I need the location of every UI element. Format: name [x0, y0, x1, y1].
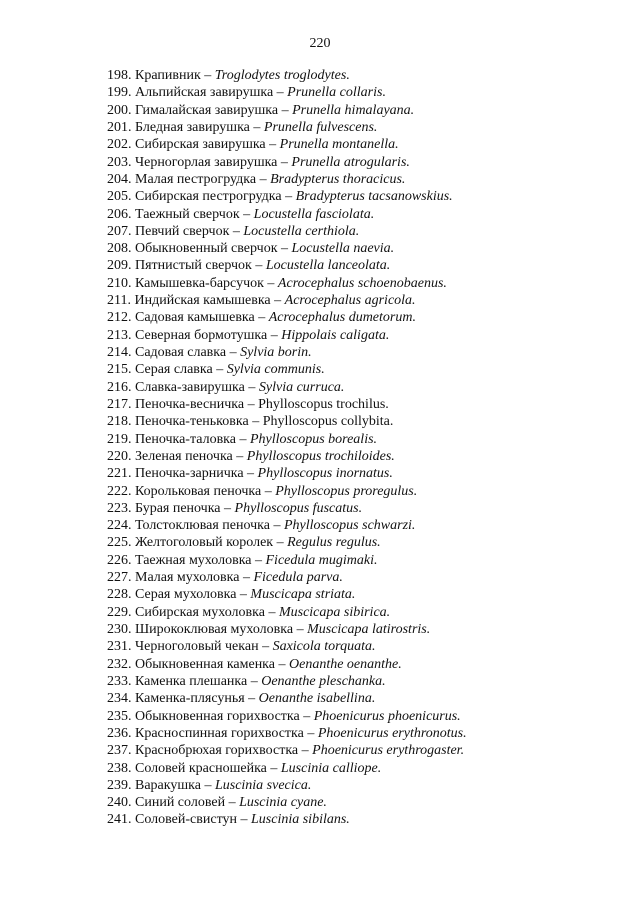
separator-dash: – — [244, 691, 259, 707]
species-entry — [107, 586, 467, 603]
species-entry — [107, 344, 467, 361]
russian-name: Сибирская пестрогрудка — [135, 189, 282, 205]
russian-name: Пеночка-теньковка — [135, 414, 249, 430]
separator-dash: – — [244, 396, 259, 412]
latin-name: Luscinia svecica. — [214, 777, 312, 793]
latin-name: Prunella fulvescens. — [263, 119, 378, 135]
separator-dash: – — [229, 223, 244, 239]
latin-name: Phylloscopus trochilus. — [258, 396, 389, 412]
latin-name: Sylvia borin. — [240, 345, 312, 360]
separator-dash: – — [236, 587, 251, 603]
separator-dash: – — [254, 310, 269, 326]
latin-name: Acrocephalus dumetorum. — [268, 310, 416, 326]
separator-dash: – — [299, 708, 314, 724]
entry-number: 202. — [107, 137, 132, 153]
species-entry — [107, 119, 467, 136]
separator-dash: – — [270, 293, 285, 309]
species-entry — [107, 257, 467, 274]
latin-name: Bradypterus tacsanowskius. — [295, 189, 453, 205]
species-entry — [107, 656, 467, 673]
russian-name: Краснобрюхая горихвостка — [135, 743, 299, 759]
species-entry — [107, 309, 467, 326]
russian-name: Бледная завирушка — [135, 119, 250, 135]
latin-name: Locustella certhiola. — [243, 223, 360, 239]
entry-number: 199. — [107, 85, 132, 101]
entry-number: 222. — [107, 483, 132, 499]
species-entry — [107, 154, 467, 171]
latin-name: Phoenicurus erythrogaster. — [312, 743, 465, 759]
latin-name: Hippolais caligata. — [281, 327, 390, 343]
latin-name: Phylloscopus fuscatus. — [234, 500, 363, 516]
russian-name: Индийская камышевка — [134, 293, 271, 309]
latin-name: Locustella fasciolata. — [253, 206, 375, 222]
russian-name: Бурая пеночка — [135, 500, 221, 516]
species-entry — [107, 361, 467, 378]
separator-dash: – — [239, 206, 254, 222]
entry-number: 212. — [107, 310, 132, 326]
species-entry — [107, 552, 467, 569]
species-entry — [107, 811, 467, 828]
separator-dash: – — [200, 68, 215, 83]
entry-number: 235. — [107, 708, 132, 724]
russian-name: Садовая славка — [135, 345, 227, 360]
species-entry — [107, 794, 467, 811]
entry-number: 201. — [107, 119, 132, 135]
latin-name: Ficedula mugimaki. — [265, 552, 378, 568]
latin-name: Prunella montanella. — [279, 137, 399, 153]
species-entry — [107, 500, 467, 517]
entry-number: 211. — [107, 293, 131, 309]
species-entry — [107, 777, 467, 794]
russian-name: Варакушка — [135, 777, 201, 793]
separator-dash: – — [247, 673, 262, 689]
latin-name: Luscinia calliope. — [280, 760, 382, 776]
separator-dash: – — [200, 777, 215, 793]
separator-dash: – — [212, 362, 227, 378]
separator-dash: – — [243, 466, 258, 482]
separator-dash: – — [265, 137, 280, 153]
latin-name: Phoenicurus phoenicurus. — [313, 708, 461, 724]
separator-dash: – — [239, 570, 254, 586]
species-entry — [107, 396, 467, 413]
russian-name: Гималайская завирушка — [135, 102, 279, 118]
russian-name: Альпийская завирушка — [135, 85, 274, 101]
russian-name: Черноголовый чекан — [135, 639, 259, 655]
latin-name: Phylloscopus collybita. — [262, 414, 394, 430]
latin-name: Prunella atrogularis. — [291, 154, 410, 170]
species-entry — [107, 534, 467, 551]
species-entry — [107, 206, 467, 223]
entry-number: 213. — [107, 327, 132, 343]
russian-name: Славка-завирушка — [135, 379, 245, 395]
latin-name: Oenanthe pleschanka. — [261, 673, 386, 689]
entry-number: 219. — [107, 431, 132, 447]
separator-dash: – — [263, 275, 278, 291]
russian-name: Пятнистый сверчок — [135, 258, 252, 274]
separator-dash: – — [225, 795, 240, 811]
entry-number: 215. — [107, 362, 132, 378]
separator-dash: – — [275, 656, 289, 672]
separator-dash: – — [277, 241, 292, 257]
russian-name: Сибирская завирушка — [135, 137, 266, 153]
latin-name: Prunella collaris. — [287, 85, 386, 101]
russian-name: Садовая камышевка — [135, 310, 255, 326]
entry-number: 220. — [107, 448, 132, 464]
entry-number: 204. — [107, 171, 132, 187]
separator-dash: – — [277, 154, 292, 170]
latin-name: Troglodytes troglodytes. — [214, 68, 350, 83]
species-entry — [107, 621, 467, 638]
entry-number: 218. — [107, 414, 132, 430]
russian-name: Каменка-плясунья — [135, 691, 245, 707]
russian-name: Пеночка-таловка — [135, 431, 236, 447]
separator-dash: – — [244, 379, 259, 395]
separator-dash: – — [249, 119, 264, 135]
entry-number: 208. — [107, 241, 132, 257]
entry-number: 221. — [107, 466, 132, 482]
separator-dash: – — [273, 85, 288, 101]
latin-name: Phylloscopus inornatus. — [257, 466, 393, 482]
separator-dash: – — [293, 622, 308, 637]
latin-name: Sylvia communis. — [226, 362, 325, 378]
species-entry — [107, 67, 467, 84]
species-entry — [107, 188, 467, 205]
entry-number: 205. — [107, 189, 132, 205]
species-entry — [107, 673, 467, 690]
species-entry — [107, 690, 467, 707]
separator-dash: – — [267, 327, 282, 343]
species-entry — [107, 171, 467, 188]
separator-dash: – — [298, 743, 313, 759]
entry-number: 239. — [107, 777, 132, 793]
species-entry — [107, 292, 467, 309]
species-entry — [107, 760, 467, 777]
species-entry — [107, 465, 467, 482]
separator-dash: – — [220, 500, 235, 516]
latin-name: Locustella lanceolata. — [265, 258, 391, 274]
latin-name: Acrocephalus agricola. — [284, 293, 416, 309]
species-entry — [107, 483, 467, 500]
entry-number: 237. — [107, 743, 132, 759]
russian-name: Малая мухоловка — [135, 570, 240, 586]
species-entry — [107, 638, 467, 655]
separator-dash: – — [281, 189, 296, 205]
russian-name: Сибирская мухоловка — [135, 604, 265, 620]
latin-name: Muscicapa sibirica. — [278, 604, 391, 620]
separator-dash: – — [256, 171, 271, 187]
latin-name: Oenanthe oenanthe. — [289, 656, 402, 672]
entry-number: 210. — [107, 275, 132, 291]
species-entry — [107, 102, 467, 119]
species-entry — [107, 136, 467, 153]
latin-name: Sylvia curruca. — [258, 379, 345, 395]
russian-name: Корольковая пеночка — [135, 483, 262, 499]
separator-dash: – — [273, 535, 288, 551]
entry-number: 231. — [107, 639, 132, 655]
entry-number: 230. — [107, 622, 132, 637]
russian-name: Соловей красношейка — [135, 760, 267, 776]
russian-name: Ширококлювая мухоловка — [135, 622, 294, 637]
latin-name: Luscinia sibilans. — [251, 812, 350, 828]
russian-name: Обыкновенная каменка — [135, 656, 275, 672]
russian-name: Зеленая пеночка — [135, 448, 233, 464]
russian-name: Черногорлая завирушка — [135, 154, 278, 170]
latin-name: Muscicapa latirostris. — [307, 622, 431, 637]
russian-name: Серая славка — [135, 362, 213, 378]
separator-dash: – — [278, 102, 293, 118]
entry-number: 207. — [107, 223, 132, 239]
russian-name: Желтоголовый королек — [135, 535, 274, 551]
entry-number: 240. — [107, 795, 132, 811]
species-entry — [107, 327, 467, 344]
latin-name: Bradypterus thoracicus. — [270, 171, 406, 187]
russian-name: Серая мухоловка — [135, 587, 237, 603]
latin-name: Phylloscopus proregulus. — [275, 483, 418, 499]
species-entry — [107, 275, 467, 292]
latin-name: Prunella himalayana. — [292, 102, 415, 118]
entry-number: 217. — [107, 396, 132, 412]
latin-name: Oenanthe isabellina. — [258, 691, 376, 707]
latin-name: Muscicapa striata. — [250, 587, 356, 603]
russian-name: Камышевка-барсучок — [135, 275, 264, 291]
latin-name: Phylloscopus borealis. — [250, 431, 378, 447]
russian-name: Обыкновенная горихвостка — [135, 708, 300, 724]
separator-dash: – — [303, 725, 318, 741]
species-entry — [107, 742, 467, 759]
entry-number: 216. — [107, 379, 132, 395]
latin-name: Acrocephalus schoenobaenus. — [277, 275, 447, 291]
separator-dash: – — [237, 812, 251, 828]
entry-number: 200. — [107, 102, 132, 118]
russian-name: Обыкновенный сверчок — [135, 241, 278, 257]
entry-number: 232. — [107, 656, 132, 672]
russian-name: Певчий сверчок — [135, 223, 230, 239]
separator-dash: – — [236, 431, 250, 447]
species-entry — [107, 240, 467, 257]
latin-name: Regulus regulus. — [287, 535, 381, 551]
entry-number: 236. — [107, 725, 132, 741]
entry-number: 228. — [107, 587, 132, 603]
entry-number: 227. — [107, 570, 132, 586]
latin-name: Phylloscopus trochiloides. — [246, 448, 395, 464]
russian-name: Таежная мухоловка — [135, 552, 252, 568]
species-list — [107, 67, 467, 829]
separator-dash: – — [251, 552, 266, 568]
species-entry — [107, 569, 467, 586]
species-entry — [107, 431, 467, 448]
entry-number: 224. — [107, 518, 132, 534]
entry-number: 229. — [107, 604, 132, 620]
russian-name: Малая пестрогрудка — [135, 171, 257, 187]
russian-name: Северная бормотушка — [135, 327, 268, 343]
russian-name: Соловей-свистун — [135, 812, 237, 828]
entry-number: 214. — [107, 345, 132, 360]
russian-name: Пеночка-зарничка — [135, 466, 244, 482]
species-entry — [107, 413, 467, 430]
latin-name: Locustella naevia. — [291, 241, 395, 257]
species-entry — [107, 517, 467, 534]
russian-name: Красноспинная горихвостка — [135, 725, 304, 741]
species-entry — [107, 379, 467, 396]
russian-name: Пеночка-весничка — [135, 396, 245, 412]
page-number: 220 — [309, 36, 331, 51]
entry-number: 223. — [107, 500, 132, 516]
separator-dash: – — [248, 414, 263, 430]
entry-number: 234. — [107, 691, 132, 707]
separator-dash: – — [269, 518, 284, 534]
separator-dash: – — [264, 604, 279, 620]
entry-number: 198. — [107, 68, 132, 83]
separator-dash: – — [226, 345, 241, 360]
separator-dash: – — [261, 483, 276, 499]
entry-number: 225. — [107, 535, 132, 551]
russian-name: Крапивник — [135, 68, 201, 83]
species-entry — [107, 84, 467, 101]
species-entry — [107, 708, 467, 725]
entry-number: 241. — [107, 812, 132, 828]
species-entry — [107, 223, 467, 240]
entry-number: 203. — [107, 154, 132, 170]
separator-dash: – — [251, 258, 266, 274]
latin-name: Phylloscopus schwarzi. — [283, 518, 416, 534]
russian-name: Толстоклювая пеночка — [135, 518, 270, 534]
russian-name: Синий соловей — [135, 795, 226, 811]
russian-name: Таежный сверчок — [135, 206, 240, 222]
species-entry — [107, 725, 467, 742]
species-entry — [107, 448, 467, 465]
entry-number: 209. — [107, 258, 132, 274]
latin-name: Luscinia cyane. — [239, 795, 327, 811]
russian-name: Каменка плешанка — [135, 673, 248, 689]
entry-number: 206. — [107, 206, 132, 222]
species-entry — [107, 604, 467, 621]
latin-name: Saxicola torquata. — [272, 639, 376, 655]
separator-dash: – — [266, 760, 281, 776]
latin-name: Phoenicurus erythronotus. — [317, 725, 467, 741]
entry-number: 226. — [107, 552, 132, 568]
separator-dash: – — [258, 639, 273, 655]
entry-number: 233. — [107, 673, 132, 689]
latin-name: Ficedula parva. — [253, 570, 343, 586]
entry-number: 238. — [107, 760, 132, 776]
separator-dash: – — [232, 448, 247, 464]
